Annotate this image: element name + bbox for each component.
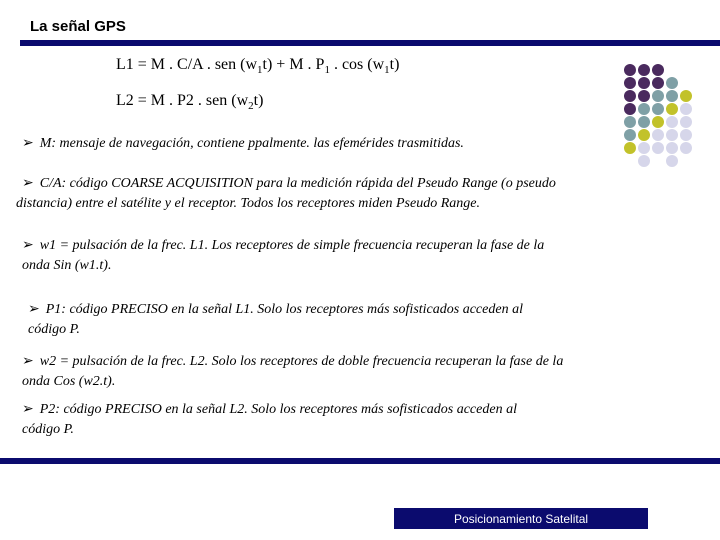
- arrow-bullet-icon: ➢: [22, 176, 34, 191]
- decorative-dot: [680, 103, 692, 115]
- arrow-bullet-icon: ➢: [22, 136, 34, 151]
- equation-l2: L2 = M . P2 . sen $(w_2t)$: [116, 92, 264, 113]
- footer-label: Posicionamiento Satelital: [394, 508, 648, 529]
- decorative-dot: [638, 116, 650, 128]
- decorative-dot: [624, 77, 636, 89]
- decorative-dot: [638, 103, 650, 115]
- bullet-item: ➢ P2: código PRECISO en la señal L2. Solo los receptores más sofisticados acceden al código P.: [22, 402, 517, 437]
- decorative-dot: [652, 64, 664, 76]
- decorative-dot: [680, 142, 692, 154]
- page-title: La señal GPS: [30, 18, 126, 35]
- decorative-dot: [624, 142, 636, 154]
- decorative-dot: [638, 64, 650, 76]
- equation-l1: L1 = M . C/A . sen $(w_1t) + M$ . $P_1$ . $\cos (w_1t)$: [116, 56, 400, 77]
- decorative-dot: [652, 90, 664, 102]
- bullet-item: ➢ C/A: código COARSE ACQUISITION para la medición rápida del Pseudo Range (o pseudo distancia) entre el satélite y el receptor. Todos los receptores miden Pseudo Range.: [16, 176, 556, 211]
- arrow-bullet-icon: ➢: [22, 354, 34, 369]
- decorative-dot: [638, 77, 650, 89]
- decorative-dot: [666, 155, 678, 167]
- decorative-dot: [666, 142, 678, 154]
- decorative-dot: [638, 155, 650, 167]
- decorative-dot: [624, 90, 636, 102]
- bullet-item: ➢ w1 = pulsación de la frec. L1. Los receptores de simple frecuencia recuperan la fase de la onda Sin (w1.t).: [22, 238, 545, 273]
- decorative-dot: [680, 116, 692, 128]
- bottom-divider: [0, 458, 720, 464]
- decorative-dot: [638, 90, 650, 102]
- decorative-dot: [666, 129, 678, 141]
- decorative-dot: [652, 129, 664, 141]
- decorative-dot: [652, 116, 664, 128]
- decorative-dot: [666, 77, 678, 89]
- decorative-dot: [624, 64, 636, 76]
- bullet-item: ➢ M: mensaje de navegación, contiene ppalmente. las efemérides trasmitidas.: [22, 136, 464, 151]
- bullet-item: ➢ w2 = pulsación de la frec. L2. Solo los receptores de doble frecuencia recuperan la fase de la onda Cos (w2.t).: [22, 354, 564, 389]
- decorative-dot: [652, 142, 664, 154]
- decorative-dot: [666, 103, 678, 115]
- decorative-dot: [666, 90, 678, 102]
- decorative-dot: [638, 142, 650, 154]
- decorative-dot: [652, 103, 664, 115]
- decorative-dot: [680, 129, 692, 141]
- title-divider: [20, 40, 720, 46]
- arrow-bullet-icon: ➢: [22, 238, 34, 253]
- arrow-bullet-icon: ➢: [28, 302, 40, 317]
- bullet-item: ➢ P1: código PRECISO en la señal L1. Solo los receptores más sofisticados acceden al código P.: [28, 302, 523, 337]
- decorative-dot: [652, 77, 664, 89]
- decorative-dot: [680, 90, 692, 102]
- decorative-dot: [624, 116, 636, 128]
- decorative-dot: [624, 129, 636, 141]
- decorative-dot: [638, 129, 650, 141]
- decorative-dot: [666, 116, 678, 128]
- decorative-dot: [624, 103, 636, 115]
- arrow-bullet-icon: ➢: [22, 402, 34, 417]
